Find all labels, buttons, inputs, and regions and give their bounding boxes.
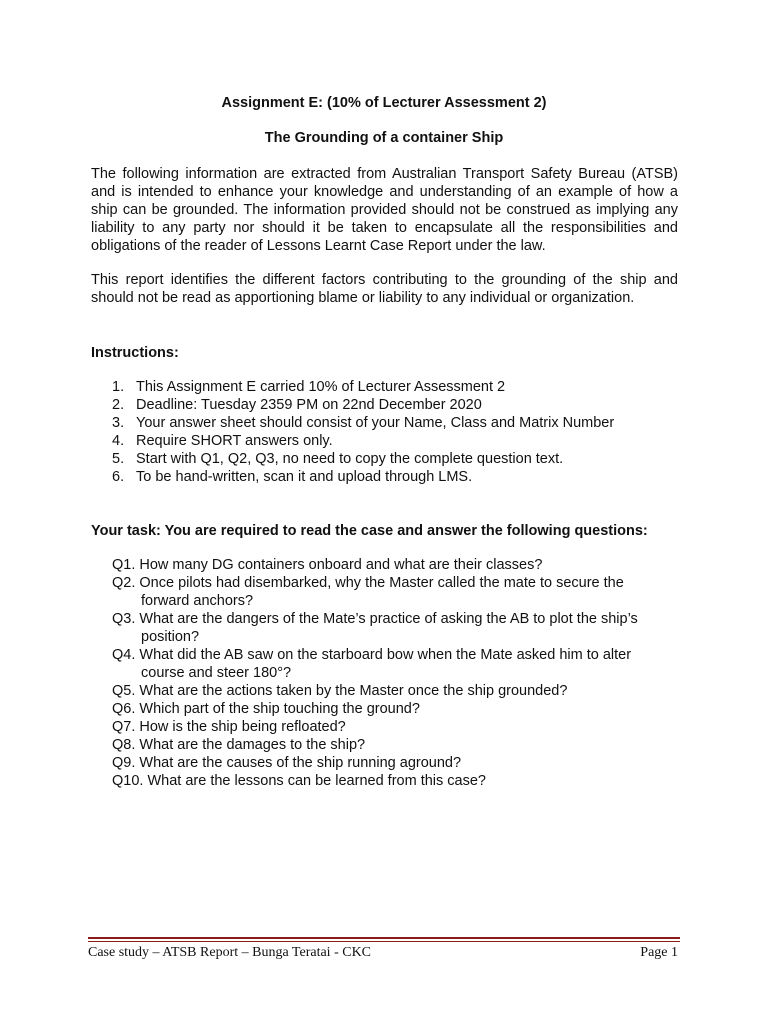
question-item <box>112 574 682 610</box>
document-title: Assignment E: (10% of Lecturer Assessment 2) <box>221 95 547 111</box>
intro-paragraph: The following information are extracted from Australian Transport Safety Bureau (ATSB) and is intended to enhance your knowledge and understanding of an example of how a ship can be grounded. The information provided should not be construed as implying any liability to any party nor should it be taken to encapsulate all the responsibilities and obligations of the reader of Lessons Learnt Case Report under the law. <box>91 166 678 254</box>
question-item <box>112 646 682 682</box>
task-heading: Your task: You are required to read the case and answer the following questions: <box>91 523 648 539</box>
question-text: Q10. What are the lessons can be learned from this case? <box>112 773 486 789</box>
question-text: Q8. What are the damages to the ship? <box>112 737 366 753</box>
question-text: Q3. What are the dangers of the Mate’s practice of asking the AB to plot the ship’s <box>112 611 638 627</box>
list-item-number: 6. <box>112 469 125 485</box>
question-item <box>112 610 682 646</box>
list-item-text: This Assignment E carried 10% of Lecturer Assessment 2 <box>136 379 506 395</box>
question-text: Q1. How many DG containers onboard and what are their classes? <box>112 557 543 573</box>
footer-divider-thin <box>88 941 680 942</box>
list-item-number: 5. <box>112 451 125 467</box>
question-text-continuation: forward anchors? <box>141 593 254 609</box>
question-text-continuation: course and steer 180°? <box>141 665 292 681</box>
list-item-number: 1. <box>112 379 125 395</box>
question-item <box>112 772 682 790</box>
list-item-number: 2. <box>112 397 125 413</box>
list-item-text: Require SHORT answers only. <box>136 433 333 449</box>
list-item <box>112 414 614 432</box>
question-item <box>112 754 682 772</box>
list-item-text: Deadline: Tuesday 2359 PM on 22nd December 2020 <box>136 397 482 413</box>
list-item-number: 3. <box>112 415 125 431</box>
question-text: Q4. What did the AB saw on the starboard bow when the Mate asked him to alter <box>112 647 632 663</box>
footer-divider <box>88 937 680 939</box>
question-item <box>112 718 682 736</box>
list-item-text: To be hand-written, scan it and upload through LMS. <box>136 469 473 485</box>
footer-page-number: Page 1 <box>640 945 678 960</box>
document-subtitle: The Grounding of a container Ship <box>264 130 504 146</box>
question-item <box>112 556 682 574</box>
list-item <box>112 450 614 468</box>
question-text: Q7. How is the ship being refloated? <box>112 719 346 735</box>
question-text-continuation: position? <box>141 629 200 645</box>
list-item-text: Your answer sheet should consist of your Name, Class and Matrix Number <box>136 415 615 431</box>
instructions-list <box>112 378 614 486</box>
question-text: Q9. What are the causes of the ship running aground? <box>112 755 462 771</box>
footer-case-study: Case study – ATSB Report – Bunga Teratai - CKC <box>88 945 372 960</box>
question-item <box>112 700 682 718</box>
question-text: Q6. Which part of the ship touching the ground? <box>112 701 420 717</box>
list-item-text: Start with Q1, Q2, Q3, no need to copy the complete question text. <box>136 451 564 467</box>
instructions-heading: Instructions: <box>91 345 179 361</box>
list-item <box>112 396 614 414</box>
report-scope-paragraph: This report identifies the different factors contributing to the grounding of the ship and should not be read as apportioning blame or liability to any individual or organization. <box>91 272 678 306</box>
question-item <box>112 682 682 700</box>
question-text: Q5. What are the actions taken by the Master once the ship grounded? <box>112 683 568 699</box>
list-item-number: 4. <box>112 433 125 449</box>
list-item <box>112 378 614 396</box>
list-item <box>112 468 614 486</box>
question-item <box>112 736 682 754</box>
list-item <box>112 432 614 450</box>
questions-list <box>112 556 682 790</box>
question-text: Q2. Once pilots had disembarked, why the Master called the mate to secure the <box>112 575 624 591</box>
